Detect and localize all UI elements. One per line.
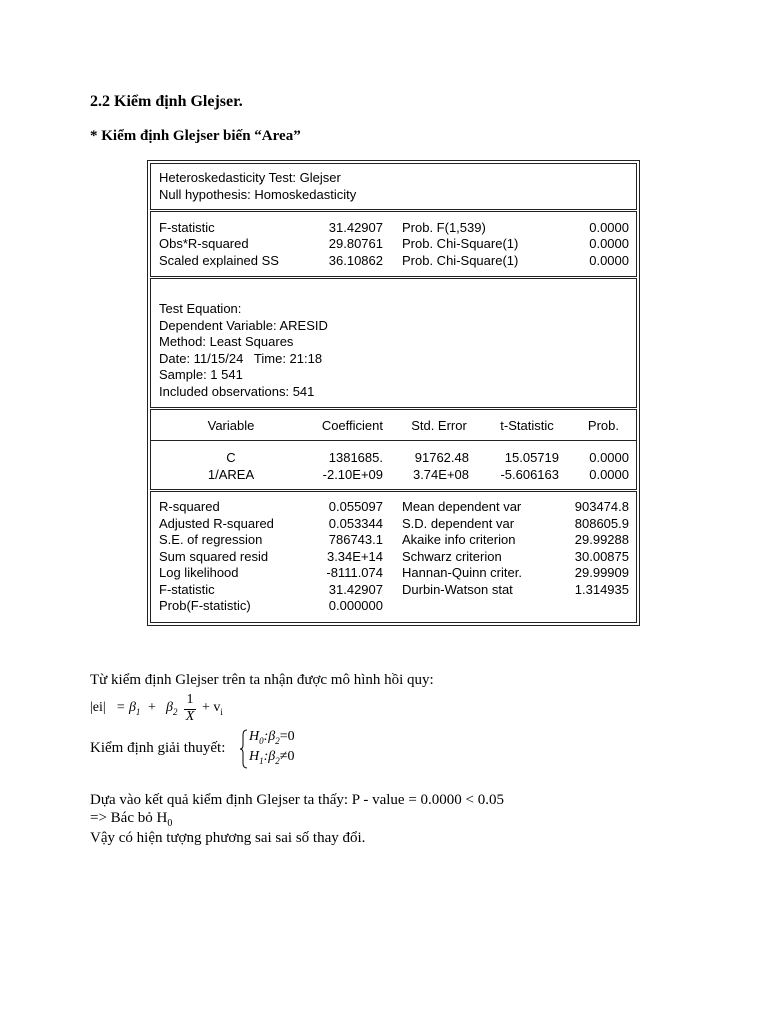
equation-line: Test Equation: xyxy=(159,301,242,316)
test-value: 36.10862 xyxy=(328,253,383,268)
result-paragraph: Dựa vào kết quả kiểm định Glejser ta thấy: P - value = 0.0000 < 0.05 xyxy=(90,792,504,808)
test-label: F-statistic xyxy=(159,220,215,235)
regression-formula xyxy=(90,694,290,728)
h0-condition: =0 xyxy=(279,729,295,744)
test-title: Heteroskedasticity Test: Glejser xyxy=(159,170,341,185)
test-header-box xyxy=(150,163,637,210)
reject-text: => Bác bỏ H xyxy=(90,810,168,826)
test-prob-label: Prob. F(1,539) xyxy=(402,220,486,235)
stat-label: Adjusted R-squared xyxy=(159,516,274,531)
test-prob: 0.0000 xyxy=(589,236,629,251)
h1-beta: :β xyxy=(263,749,276,764)
equation-line: Sample: 1 541 xyxy=(159,367,243,382)
stat-value: 0.055097 xyxy=(328,499,383,514)
hypothesis-label: Kiểm định giải thuyết: xyxy=(90,740,226,756)
formula-beta1 xyxy=(116,700,140,717)
formula-beta1-symbol: = β xyxy=(116,700,136,715)
test-stats-box xyxy=(150,211,637,277)
column-header: t-Statistic xyxy=(500,418,554,433)
coef-std-error: 91762.48 xyxy=(414,450,469,465)
test-prob: 0.0000 xyxy=(589,220,629,235)
reject-subscript: 0 xyxy=(167,818,173,829)
fraction-numerator: 1 xyxy=(186,692,194,707)
stat-label: Log likelihood xyxy=(159,565,239,580)
fraction-denominator: X xyxy=(185,709,195,724)
stat-label: F-statistic xyxy=(159,582,215,597)
stat-value: 0.053344 xyxy=(328,516,383,531)
stat-value-2: 29.99288 xyxy=(574,532,629,547)
h0-subscript: 0 xyxy=(259,735,264,746)
test-prob: 0.0000 xyxy=(589,253,629,268)
formula-beta1-subscript: 1 xyxy=(135,706,141,717)
coef-t-stat: -5.606163 xyxy=(500,467,559,482)
stat-label-2: Akaike info criterion xyxy=(402,532,516,547)
stat-label-2: Durbin-Watson stat xyxy=(402,582,513,597)
stat-value-2: 29.99909 xyxy=(574,565,629,580)
stat-value: 3.34E+14 xyxy=(326,549,383,564)
hypothesis-h1 xyxy=(249,749,294,766)
test-value: 29.80761 xyxy=(328,236,383,251)
eviews-output-table xyxy=(147,160,640,626)
stat-label: S.E. of regression xyxy=(159,532,263,547)
coefficient-table-box xyxy=(150,409,637,490)
hypothesis-system xyxy=(240,729,320,769)
stat-value: 31.42907 xyxy=(328,582,383,597)
column-header: Coefficient xyxy=(321,418,383,433)
column-header: Std. Error xyxy=(411,418,467,433)
stat-label: R-squared xyxy=(159,499,220,514)
coef-t-stat: 15.05719 xyxy=(504,450,559,465)
h0-beta-subscript: 2 xyxy=(275,735,280,746)
h1-symbol: H xyxy=(249,749,260,764)
formula-beta2-symbol: β xyxy=(166,700,173,715)
stat-value-2: 1.314935 xyxy=(574,582,629,597)
stat-label-2: Hannan-Quinn criter. xyxy=(402,565,522,580)
h1-beta-subscript: 2 xyxy=(275,755,280,766)
test-prob-label: Prob. Chi-Square(1) xyxy=(402,253,519,268)
equation-line: Dependent Variable: ARESID xyxy=(159,318,328,333)
stat-label: Prob(F-statistic) xyxy=(159,598,251,613)
test-equation-box xyxy=(150,278,637,408)
column-header: Variable xyxy=(207,418,255,433)
h0-beta: :β xyxy=(263,729,276,744)
reject-line xyxy=(90,810,172,829)
formula-error-term: + v xyxy=(202,700,221,715)
equation-line: Included observations: 541 xyxy=(159,384,315,399)
stat-label-2: S.D. dependent var xyxy=(402,516,515,531)
formula-lhs: |ei| xyxy=(90,700,106,715)
formula-error-subscript: i xyxy=(220,706,223,717)
column-header: Prob. xyxy=(587,418,619,433)
coef-value: -2.10E+09 xyxy=(322,467,383,482)
formula-beta2-subscript: 2 xyxy=(172,706,178,717)
stat-value: 0.000000 xyxy=(328,598,383,613)
formula-beta2 xyxy=(166,700,177,717)
formula-plus: + xyxy=(148,700,156,715)
subsection-heading: * Kiểm định Glejser biến “Area” xyxy=(90,128,301,144)
brace-icon xyxy=(240,729,248,769)
hypothesis-h0 xyxy=(249,729,295,746)
test-value: 31.42907 xyxy=(328,220,383,235)
null-hypothesis: Null hypothesis: Homoskedasticity xyxy=(159,187,357,202)
section-heading: 2.2 Kiểm định Glejser. xyxy=(90,93,243,110)
stat-value-2: 903474.8 xyxy=(574,499,629,514)
formula-tail xyxy=(202,700,223,717)
divider xyxy=(151,440,636,441)
coef-variable: 1/AREA xyxy=(207,467,255,482)
h1-condition: ≠0 xyxy=(279,749,295,764)
regression-stats-box xyxy=(150,491,637,623)
equation-line: Date: 11/15/24 Time: 21:18 xyxy=(159,351,323,366)
stat-label: Sum squared resid xyxy=(159,549,269,564)
intro-paragraph: Từ kiểm định Glejser trên ta nhận được mô hình hồi quy: xyxy=(90,672,434,688)
h1-subscript: 1 xyxy=(259,755,264,766)
stat-label-2: Mean dependent var xyxy=(402,499,522,514)
stat-value-2: 808605.9 xyxy=(574,516,629,531)
test-label: Scaled explained SS xyxy=(159,253,279,268)
stat-value-2: 30.00875 xyxy=(574,549,629,564)
coef-prob: 0.0000 xyxy=(589,467,629,482)
coef-value: 1381685. xyxy=(328,450,383,465)
conclusion-paragraph: Vậy có hiện tượng phương sai sai số thay đổi. xyxy=(90,830,366,846)
test-prob-label: Prob. Chi-Square(1) xyxy=(402,236,519,251)
coef-prob: 0.0000 xyxy=(589,450,629,465)
h0-symbol: H xyxy=(249,729,260,744)
stat-label-2: Schwarz criterion xyxy=(402,549,502,564)
stat-value: 786743.1 xyxy=(328,532,383,547)
equation-line: Method: Least Squares xyxy=(159,334,294,349)
coef-variable: C xyxy=(226,450,236,465)
test-label: Obs*R-squared xyxy=(159,236,249,251)
coef-std-error: 3.74E+08 xyxy=(412,467,469,482)
stat-value: -8111.074 xyxy=(326,565,383,580)
